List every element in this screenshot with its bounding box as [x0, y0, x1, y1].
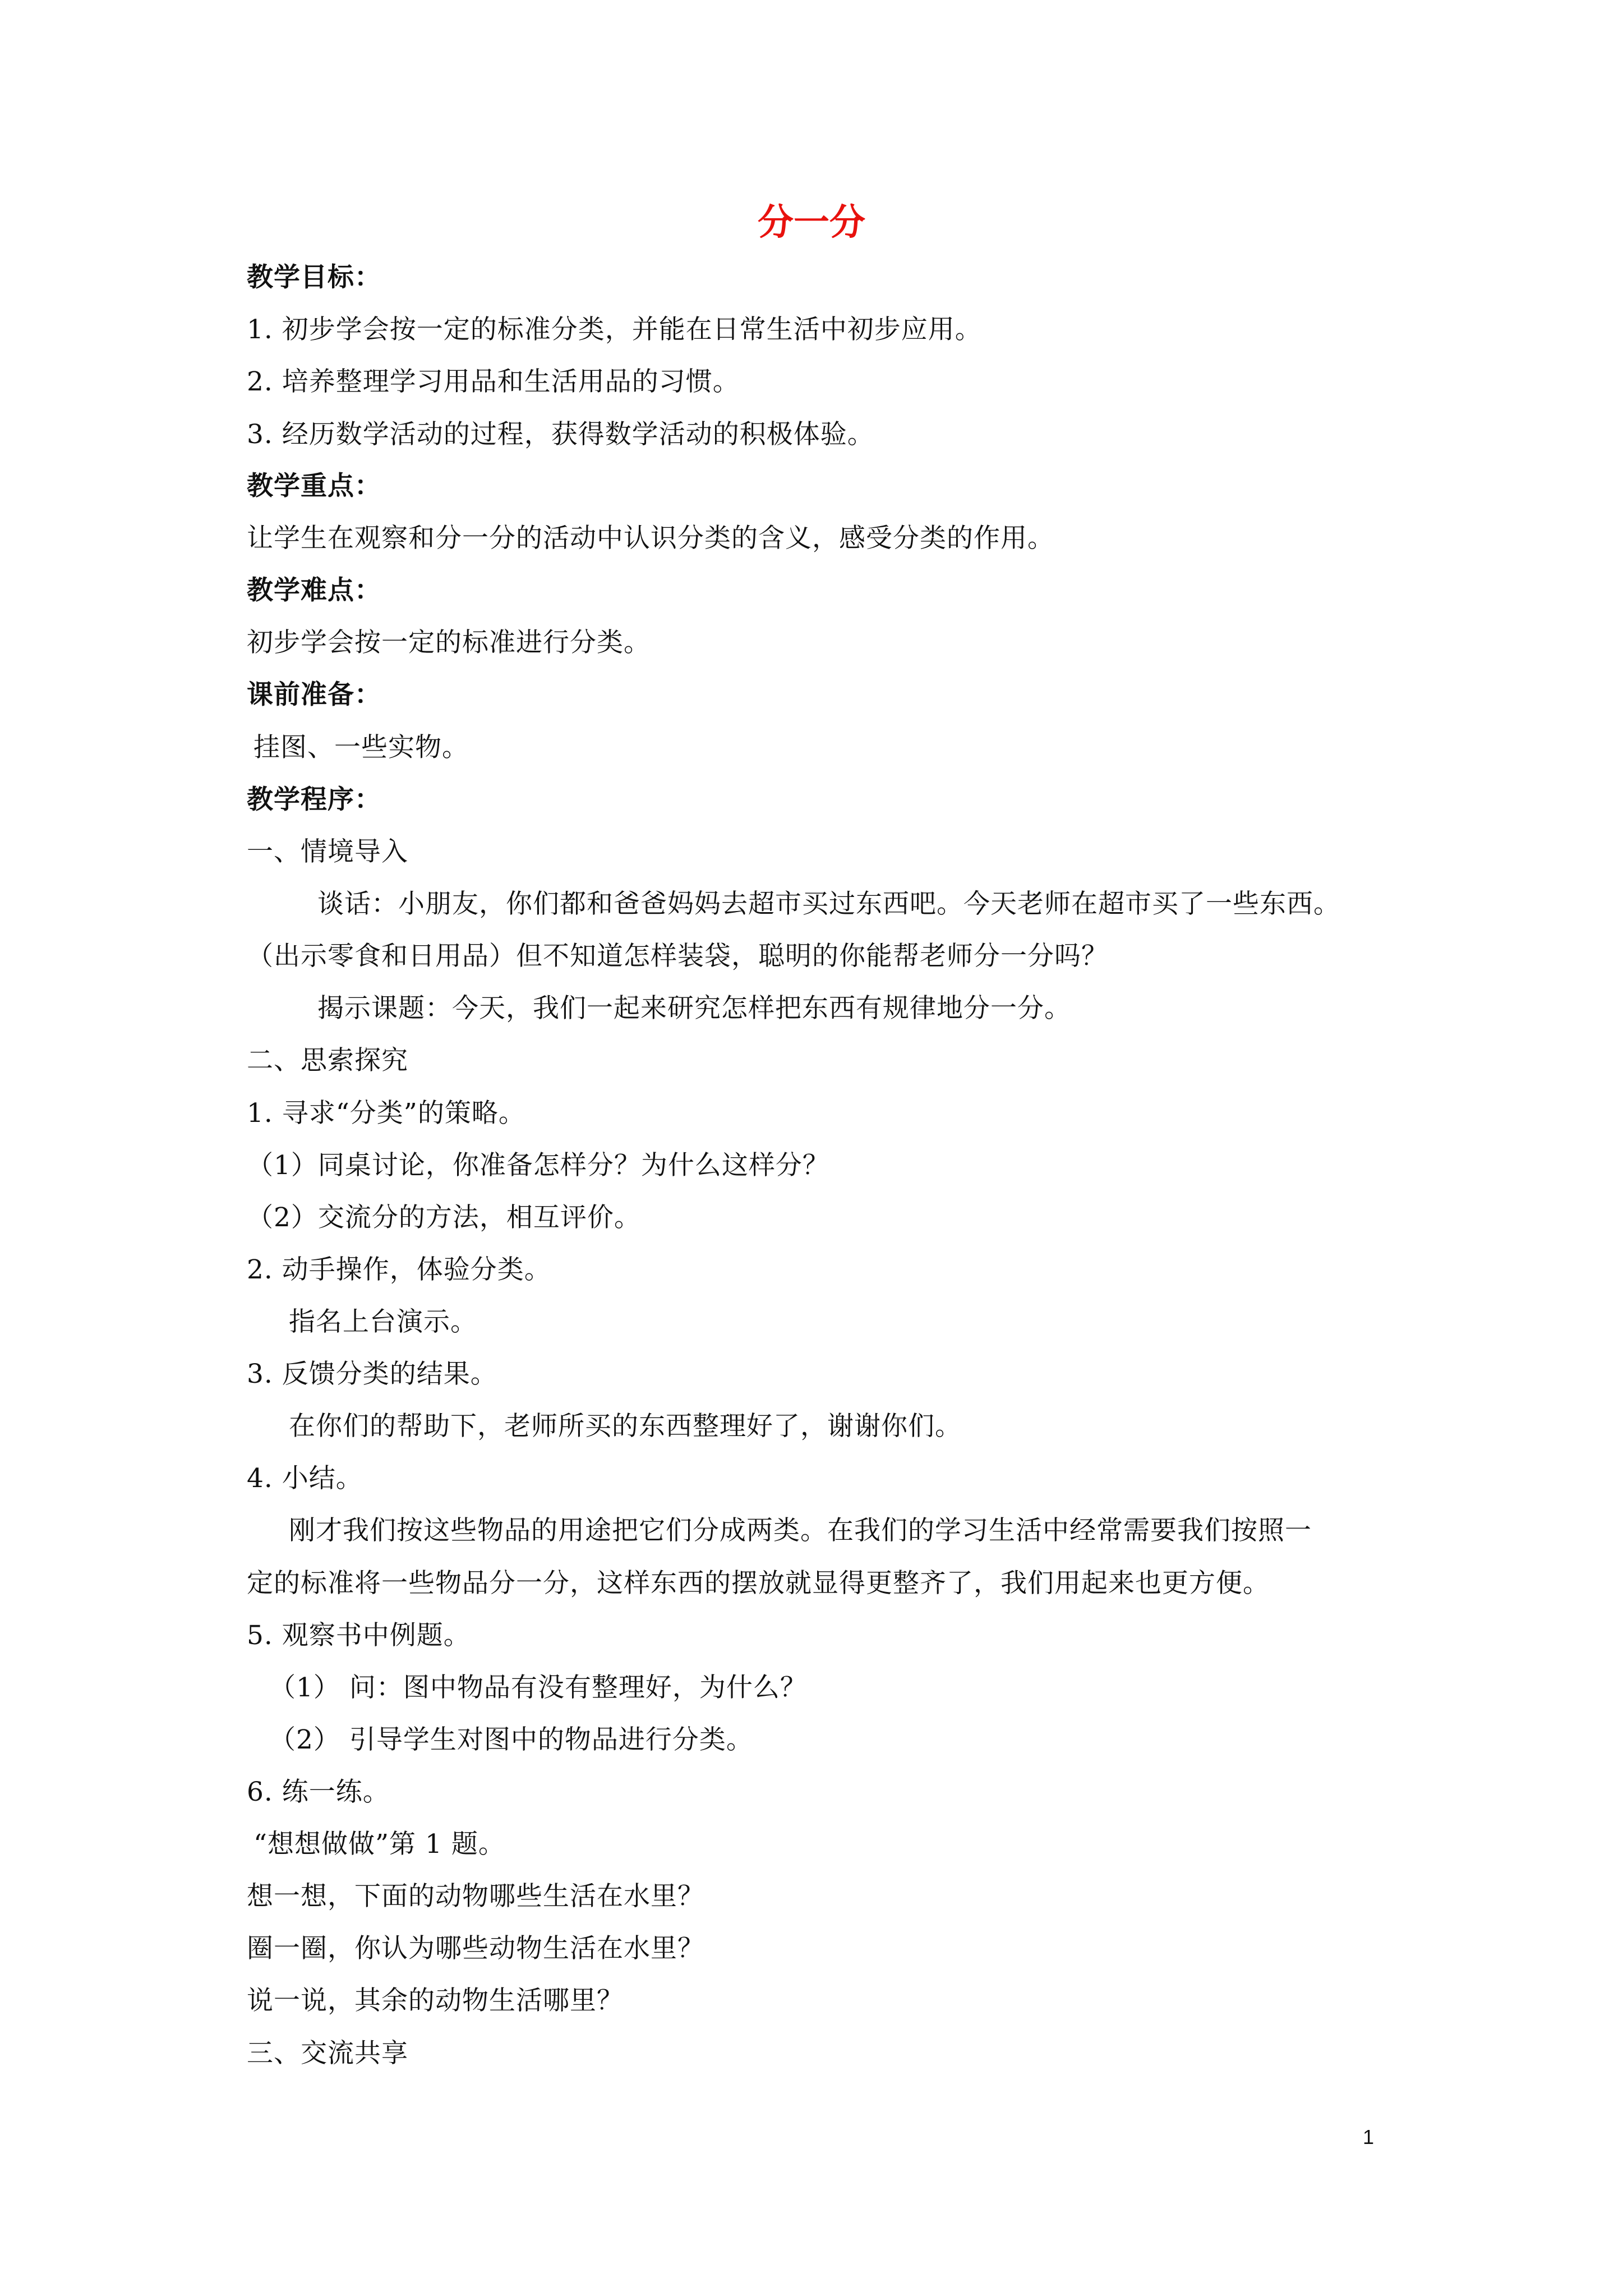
step-5-sub-1: （1） 问：图中物品有没有整理好，为什么？: [269, 1672, 807, 1703]
step-2-text: 2. 动手操作，体验分类。: [247, 1254, 551, 1285]
section-heading-key-points: 教学重点：: [247, 471, 381, 501]
exercise-say: 说一说，其余的动物生活哪里？: [247, 1985, 624, 2016]
difficulty-text: 初步学会按一定的标准进行分类。: [247, 627, 651, 658]
section-heading-preparation: 课前准备：: [247, 679, 381, 710]
procedure-part-2-heading: 二、思索探究: [247, 1045, 408, 1076]
step-5-text: 5. 观察书中例题。: [247, 1620, 471, 1651]
document-title: 分一分: [758, 202, 865, 243]
objective-item-3: 3. 经历数学活动的过程，获得数学活动的积极体验。: [247, 419, 874, 450]
step-2-detail: 指名上台演示。: [289, 1306, 477, 1337]
preparation-text: 挂图、一些实物。: [253, 732, 469, 763]
key-point-text: 让学生在观察和分一分的活动中认识分类的含义，感受分类的作用。: [247, 523, 1054, 554]
objective-item-1: 1. 初步学会按一定的标准分类，并能在日常生活中初步应用。: [247, 314, 982, 345]
page-number: 1: [1363, 2125, 1375, 2148]
exercise-think: 想一想，下面的动物哪些生活在水里？: [247, 1881, 704, 1912]
section-heading-difficulties: 教学难点：: [247, 575, 381, 606]
dialogue-paragraph-line-2: （出示零食和日用品）但不知道怎样装袋，聪明的你能帮老师分一分吗？: [247, 941, 1108, 972]
procedure-part-3-heading: 三、交流共享: [247, 2038, 408, 2069]
step-1-sub-1: （1）同桌讨论，你准备怎样分？为什么这样分？: [247, 1150, 829, 1181]
step-3-text: 3. 反馈分类的结果。: [247, 1359, 497, 1389]
step-1-sub-2: （2）交流分的方法，相互评价。: [247, 1202, 641, 1233]
objective-item-2: 2. 培养整理学习用品和生活用品的习惯。: [247, 366, 740, 397]
summary-paragraph-line-2: 定的标准将一些物品分一分，这样东西的摆放就显得更整齐了，我们用起来也更方便。: [247, 1568, 1270, 1599]
exercise-circle: 圈一圈，你认为哪些动物生活在水里？: [247, 1933, 704, 1964]
dialogue-paragraph-line-1: 谈话：小朋友，你们都和爸爸妈妈去超市买过东西吧。今天老师在超市买了一些东西。: [317, 889, 1340, 919]
step-4-text: 4. 小结。: [247, 1463, 363, 1494]
step-5-sub-2: （2） 引导学生对图中的物品进行分类。: [269, 1724, 753, 1755]
summary-paragraph-line-1: 刚才我们按这些物品的用途把它们分成两类。在我们的学习生活中经常需要我们按照一: [289, 1515, 1312, 1546]
step-6-text: 6. 练一练。: [247, 1777, 390, 1807]
step-3-detail: 在你们的帮助下，老师所买的东西整理好了，谢谢你们。: [289, 1411, 962, 1442]
step-1-text: 1. 寻求“分类”的策略。: [247, 1098, 525, 1129]
section-heading-procedure: 教学程序：: [247, 784, 381, 815]
procedure-part-1-heading: 一、情境导入: [247, 836, 408, 867]
exercise-reference: “想想做做”第 1 题。: [253, 1829, 505, 1860]
section-heading-objectives: 教学目标：: [247, 262, 381, 293]
reveal-topic-text: 揭示课题：今天，我们一起来研究怎样把东西有规律地分一分。: [317, 993, 1071, 1024]
